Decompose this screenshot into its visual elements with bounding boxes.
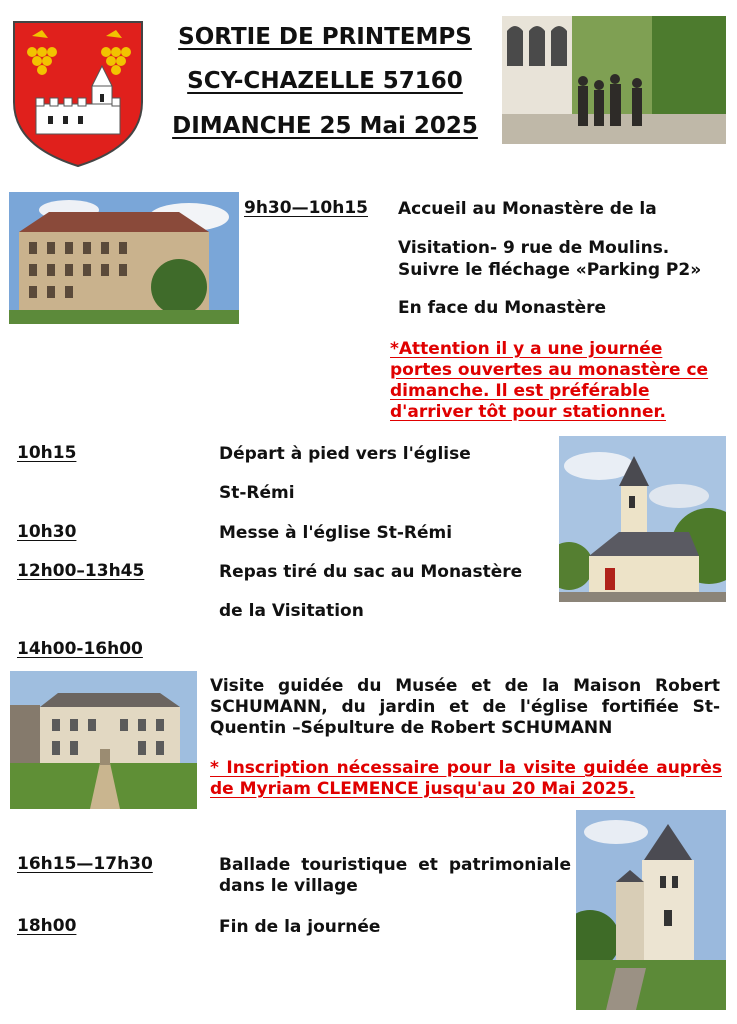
monastery-photo [9, 192, 239, 324]
warning-line-2: portes ouvertes au monastère ce [390, 360, 709, 380]
visit-line-1: Visite guidée du Musée et de la Maison Robert [210, 676, 720, 696]
header-title: SORTIE DE PRINTEMPS [178, 24, 472, 50]
coat-of-arms [8, 14, 148, 170]
schedule-text-arrival-3: Suivre le fléchage «Parking P2» [398, 260, 702, 280]
schedule-text-departure-2: St-Rémi [219, 483, 295, 503]
schedule-text-lunch-1: Repas tiré du sac au Monastère [219, 562, 523, 582]
header-date: DIMANCHE 25 Mai 2025 [172, 113, 478, 139]
header-location: SCY-CHAZELLE 57160 [187, 68, 463, 94]
statues-photo [502, 16, 726, 144]
visit-line-3: Quentin –Sépulture de Robert SCHUMANN [210, 718, 613, 738]
church-st-remi-photo [559, 436, 726, 602]
schedule-text-lunch-2: de la Visitation [219, 601, 364, 621]
warning-line-1: *Attention il y a une journée [390, 339, 663, 359]
schedule-text-arrival-1: Accueil au Monastère de la [398, 199, 657, 219]
schedule-text-arrival-2: Visitation- 9 rue de Moulins. [398, 238, 670, 258]
schedule-time-visit: 14h00-16h00 [17, 639, 143, 659]
registration-line-1: * Inscription nécessaire pour la visite guidée auprès [210, 758, 722, 778]
registration-line-2: de Myriam CLEMENCE jusqu'au 20 Mai 2025. [210, 779, 636, 799]
visit-description [210, 676, 720, 739]
schedule-time-mass: 10h30 [17, 522, 77, 542]
schedule-time-departure: 10h15 [17, 443, 77, 463]
schedule-text-walk [219, 855, 571, 897]
warning-line-3: dimanche. Il est préférable [390, 381, 650, 401]
schuman-house-photo [10, 671, 197, 809]
walk-line-2: dans le village [219, 876, 358, 896]
st-quentin-church-photo [576, 810, 726, 1010]
warning-line-4: d'arriver tôt pour stationner. [390, 402, 666, 422]
schedule-time-arrival: 9h30—10h15 [244, 198, 369, 218]
schedule-text-mass: Messe à l'église St-Rémi [219, 523, 453, 543]
walk-line-1: Ballade touristique et patrimoniale [219, 855, 571, 875]
parking-warning [390, 339, 708, 423]
schedule-time-walk: 16h15—17h30 [17, 854, 153, 874]
schedule-time-end: 18h00 [17, 916, 77, 936]
schedule-text-departure-1: Départ à pied vers l'église [219, 444, 471, 464]
visit-line-2: SCHUMANN, du jardin et de l'église fortifiée St- [210, 697, 720, 717]
schedule-text-end: Fin de la journée [219, 917, 381, 937]
schedule-text-arrival-4: En face du Monastère [398, 298, 607, 318]
registration-note [210, 758, 722, 800]
schedule-time-lunch: 12h00–13h45 [17, 561, 145, 581]
